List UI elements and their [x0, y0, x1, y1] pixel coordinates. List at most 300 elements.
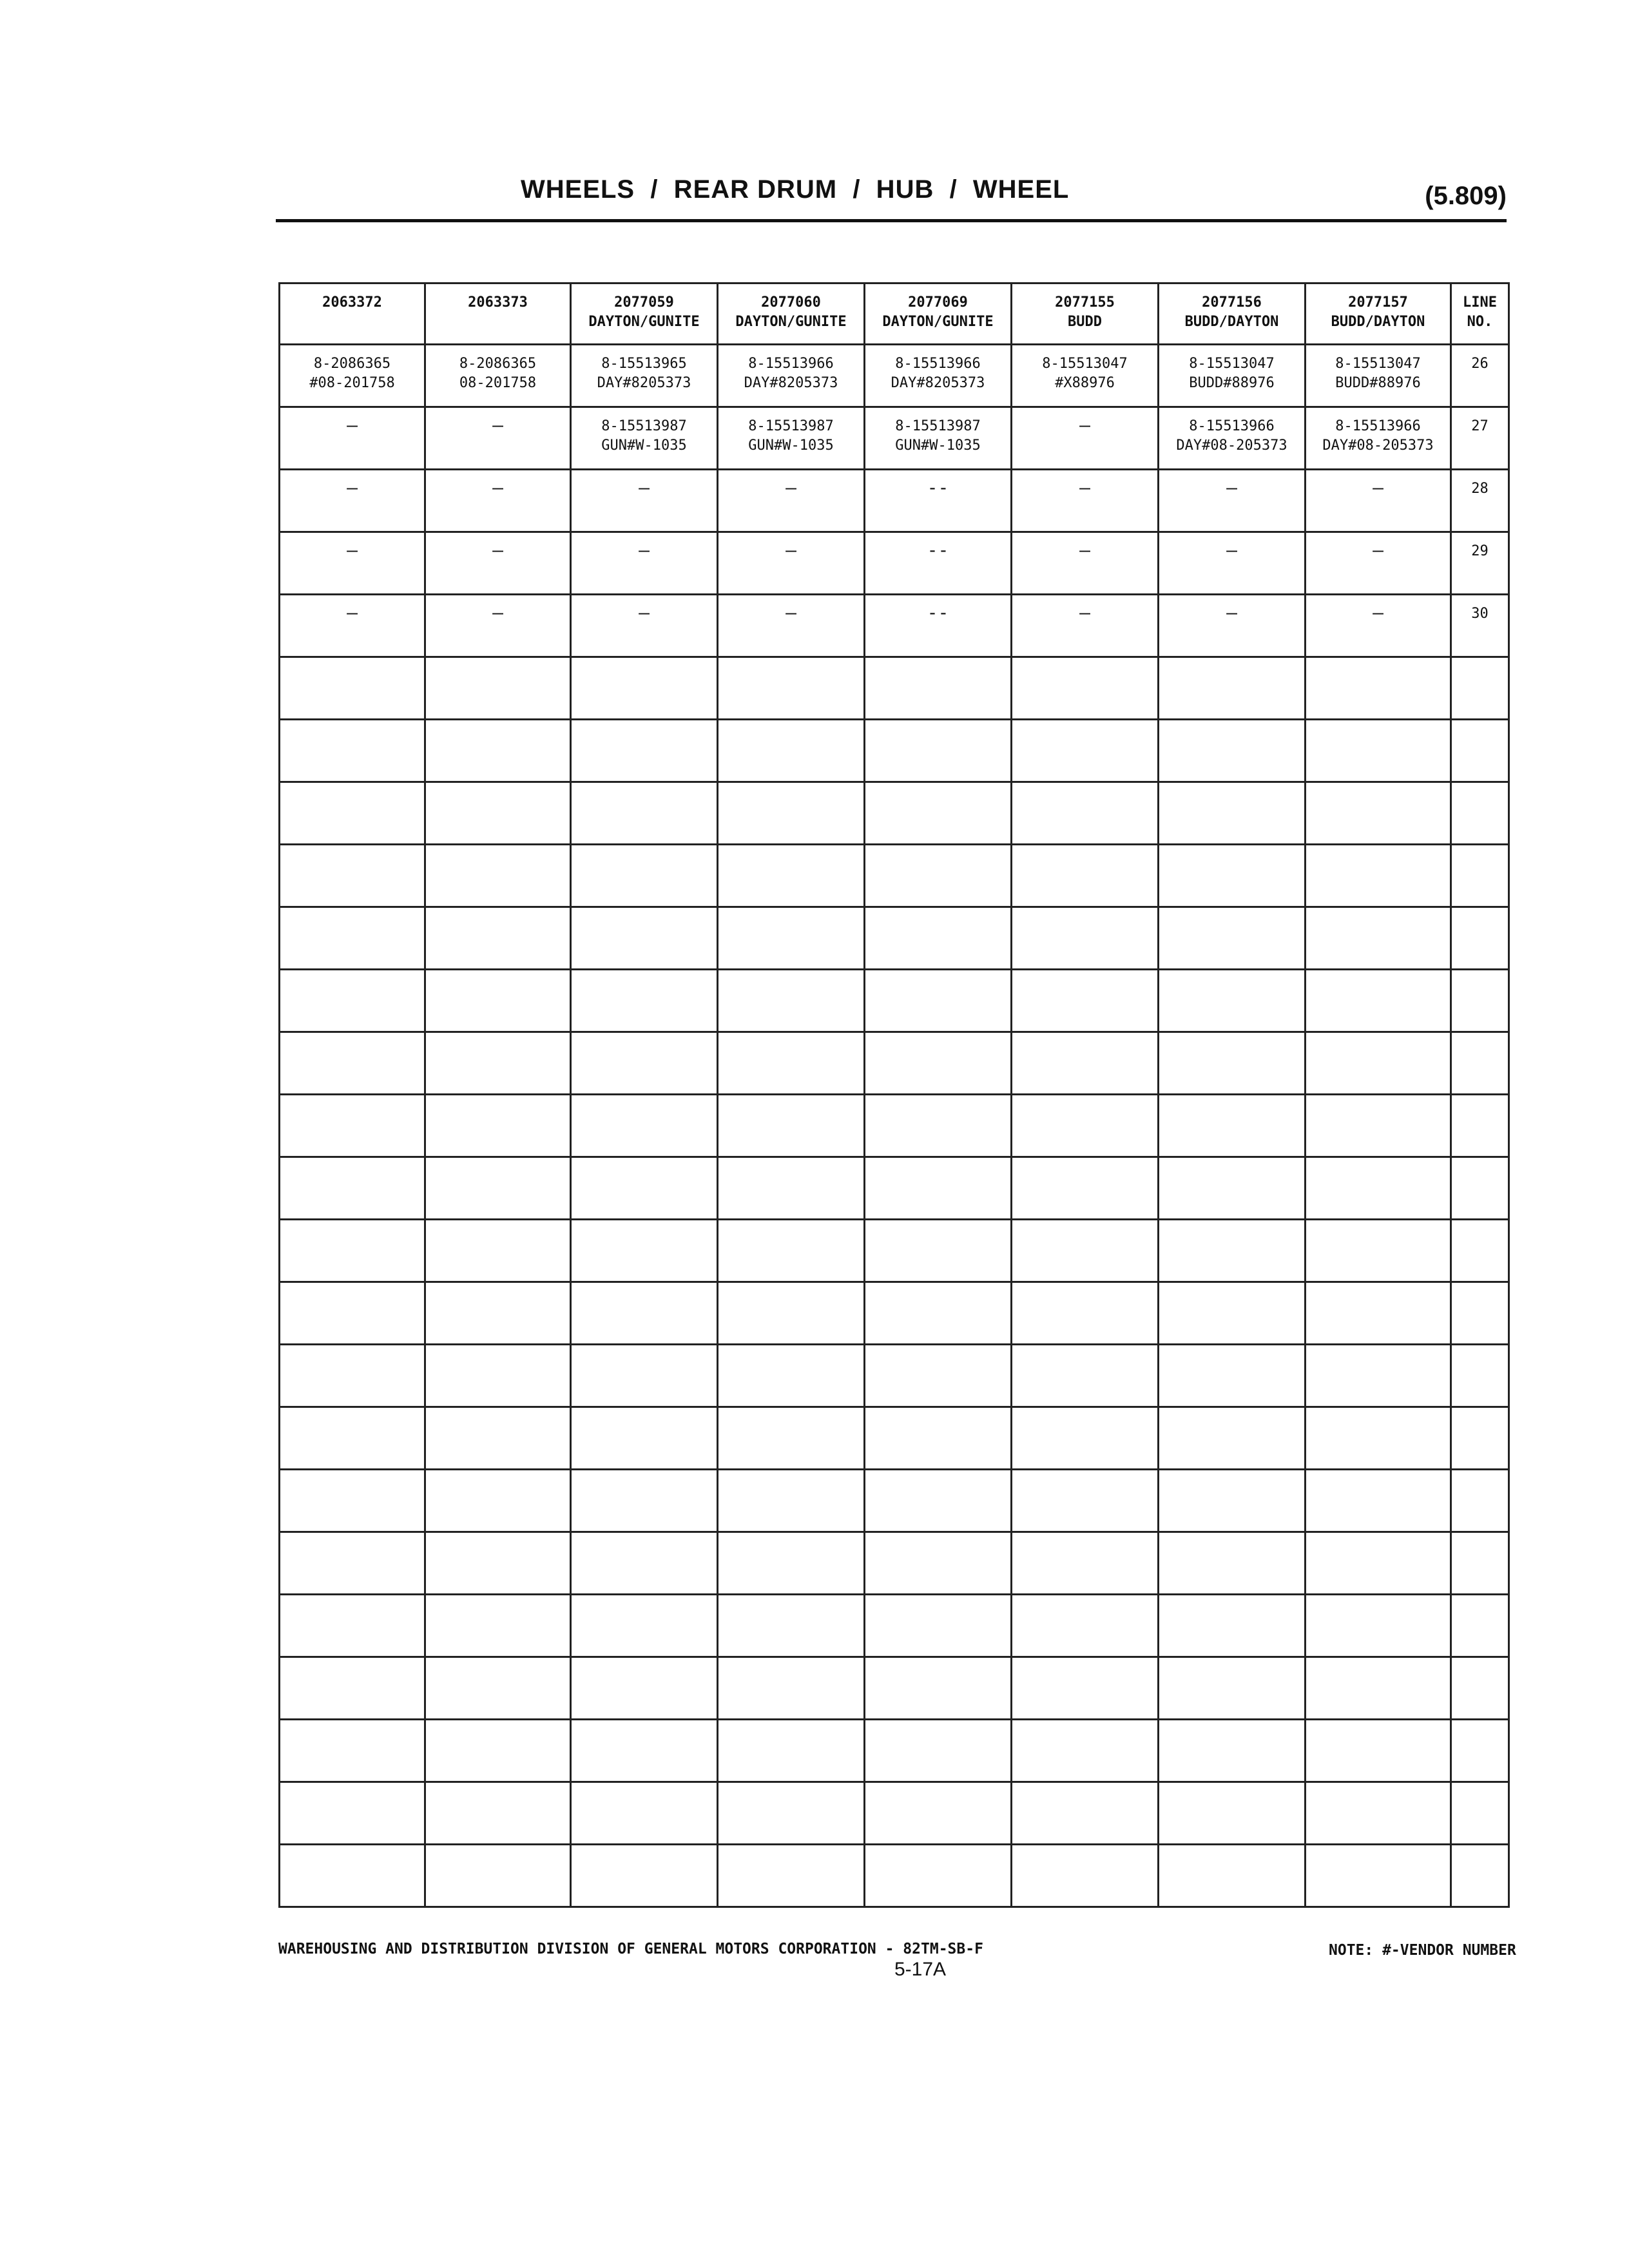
empty-cell [571, 1532, 718, 1595]
empty-table-row [280, 1157, 1509, 1220]
empty-cell [425, 1157, 571, 1220]
empty-cell [865, 1470, 1012, 1532]
empty-cell [865, 845, 1012, 907]
empty-cell [1012, 1157, 1159, 1220]
empty-cell [1159, 1657, 1306, 1720]
empty-cell [1012, 1657, 1159, 1720]
header-rule [276, 219, 1507, 222]
table-cell [1159, 595, 1306, 657]
line-number-cell [1451, 407, 1509, 470]
vendor-number: BUDD#88976 [1335, 375, 1421, 391]
column-header [1306, 284, 1451, 345]
empty-table-row [280, 907, 1509, 970]
empty-cell [280, 1407, 425, 1470]
vendor-number: DAY#08-205373 [1176, 437, 1287, 454]
table-cell [718, 595, 865, 657]
empty-cell [1306, 970, 1451, 1032]
empty-cell [1012, 657, 1159, 720]
empty-cell [718, 1282, 865, 1345]
empty-cell [571, 1657, 718, 1720]
empty-dash: -- [927, 539, 949, 561]
line-number-cell [1451, 595, 1509, 657]
column-vendor: DAYTON/GUNITE [882, 314, 994, 330]
empty-cell [1159, 1782, 1306, 1845]
empty-cell [280, 845, 425, 907]
empty-cell [280, 1845, 425, 1907]
table-cell [280, 595, 425, 657]
table-cell [1159, 345, 1306, 407]
empty-cell [1306, 720, 1451, 782]
empty-cell [1306, 1032, 1451, 1095]
table-cell [1159, 407, 1306, 470]
empty-cell [571, 1595, 718, 1657]
empty-cell [865, 1657, 1012, 1720]
part-number: 8-15513965 [601, 356, 687, 372]
empty-cell [280, 1345, 425, 1407]
table-cell [718, 345, 865, 407]
empty-table-row [280, 1282, 1509, 1345]
empty-cell [571, 1845, 718, 1907]
empty-table-row [280, 1470, 1509, 1532]
empty-cell [865, 1407, 1012, 1470]
part-number: 8-15513966 [895, 356, 981, 372]
empty-table-row [280, 1657, 1509, 1720]
footer-page-code: 5-17A [894, 1959, 947, 1980]
table-cell [425, 470, 571, 532]
empty-cell [865, 970, 1012, 1032]
column-header [865, 284, 1012, 345]
empty-cell [865, 1220, 1012, 1282]
table-cell [1012, 595, 1159, 657]
empty-table-row [280, 1595, 1509, 1657]
empty-cell [1012, 845, 1159, 907]
vendor-number: 08-201758 [459, 375, 537, 391]
empty-cell [865, 657, 1012, 720]
empty-cell [1306, 1095, 1451, 1157]
empty-dash: -- [927, 602, 949, 623]
empty-cell [1451, 657, 1509, 720]
empty-cell [1012, 1720, 1159, 1782]
empty-cell [571, 1470, 718, 1532]
part-number: 8-2086365 [459, 356, 537, 372]
vendor-number: DAY#08-205373 [1322, 437, 1434, 454]
empty-dash: — [492, 414, 503, 436]
empty-cell [425, 1657, 571, 1720]
vendor-number: DAY#8205373 [597, 375, 691, 391]
empty-cell [1012, 1782, 1159, 1845]
table-cell [425, 595, 571, 657]
empty-table-row [280, 1720, 1509, 1782]
part-number: 8-15513047 [1335, 356, 1421, 372]
empty-cell [718, 1032, 865, 1095]
empty-cell [1012, 1032, 1159, 1095]
empty-cell [865, 1532, 1012, 1595]
empty-cell [718, 1532, 865, 1595]
empty-cell [718, 907, 865, 970]
empty-cell [718, 1470, 865, 1532]
line-no-header-line1: LINE [1463, 294, 1497, 311]
empty-cell [571, 782, 718, 845]
empty-cell [718, 1845, 865, 1907]
empty-cell [1306, 907, 1451, 970]
empty-dash: — [639, 602, 650, 623]
table-cell [718, 470, 865, 532]
part-number: 8-2086365 [313, 356, 391, 372]
empty-cell [425, 1345, 571, 1407]
table-cell [1306, 470, 1451, 532]
empty-cell [718, 1157, 865, 1220]
empty-cell [1451, 1032, 1509, 1095]
empty-cell [718, 1720, 865, 1782]
empty-table-row [280, 1220, 1509, 1282]
empty-cell [865, 907, 1012, 970]
empty-cell [1012, 1595, 1159, 1657]
empty-cell [425, 1470, 571, 1532]
empty-cell [280, 1470, 425, 1532]
empty-cell [1159, 845, 1306, 907]
empty-dash: — [1373, 602, 1383, 623]
empty-cell [425, 845, 571, 907]
empty-cell [1306, 1345, 1451, 1407]
table-cell [1012, 470, 1159, 532]
table-cell [718, 407, 865, 470]
column-part-number: 2077155 [1055, 294, 1115, 311]
empty-cell [1451, 1720, 1509, 1782]
table-cell [865, 532, 1012, 595]
empty-cell [425, 1095, 571, 1157]
table-cell [425, 345, 571, 407]
empty-cell [425, 720, 571, 782]
empty-cell [1012, 907, 1159, 970]
column-part-number: 2063373 [468, 294, 528, 311]
empty-cell [1012, 720, 1159, 782]
column-header [280, 284, 425, 345]
empty-cell [718, 845, 865, 907]
empty-cell [425, 970, 571, 1032]
empty-cell [571, 970, 718, 1032]
table-cell [425, 532, 571, 595]
empty-cell [425, 1720, 571, 1782]
empty-cell [280, 1095, 425, 1157]
empty-cell [425, 657, 571, 720]
part-number: 8-15513966 [1335, 418, 1421, 434]
empty-table-row [280, 845, 1509, 907]
empty-cell [718, 1595, 865, 1657]
table-row [280, 345, 1509, 407]
empty-cell [1451, 1220, 1509, 1282]
empty-cell [280, 1532, 425, 1595]
empty-cell [1306, 1720, 1451, 1782]
empty-table-row [280, 1032, 1509, 1095]
empty-cell [718, 1095, 865, 1157]
empty-cell [1451, 1595, 1509, 1657]
vendor-number: #X88976 [1055, 375, 1115, 391]
column-part-number: 2077060 [761, 294, 821, 311]
empty-dash: — [1226, 539, 1237, 561]
empty-cell [280, 782, 425, 845]
empty-cell [1306, 845, 1451, 907]
empty-dash: — [492, 602, 503, 623]
empty-dash: — [1226, 602, 1237, 623]
vendor-number: GUN#W-1035 [601, 437, 687, 454]
empty-cell [571, 657, 718, 720]
empty-dash: — [1079, 414, 1090, 436]
empty-cell [1451, 1157, 1509, 1220]
empty-cell [280, 970, 425, 1032]
empty-table-row [280, 657, 1509, 720]
empty-cell [865, 1282, 1012, 1345]
table-cell [280, 532, 425, 595]
empty-cell [1159, 657, 1306, 720]
table-cell [1306, 532, 1451, 595]
empty-cell [1159, 1407, 1306, 1470]
empty-cell [280, 907, 425, 970]
empty-cell [1159, 1532, 1306, 1595]
empty-cell [571, 1095, 718, 1157]
empty-cell [1451, 1532, 1509, 1595]
empty-table-row [280, 1095, 1509, 1157]
empty-cell [865, 782, 1012, 845]
line-number: 28 [1471, 481, 1489, 497]
part-number: 8-15513987 [895, 418, 981, 434]
empty-cell [865, 1845, 1012, 1907]
empty-cell [571, 845, 718, 907]
column-part-number: 2077069 [908, 294, 968, 311]
footer-note: NOTE: #-VENDOR NUMBER [1329, 1942, 1516, 1959]
column-header [1159, 284, 1306, 345]
column-part-number: 2063372 [322, 294, 382, 311]
empty-table-row [280, 1345, 1509, 1407]
table-cell [1012, 532, 1159, 595]
empty-cell [1306, 1782, 1451, 1845]
table-cell [865, 595, 1012, 657]
empty-cell [1306, 1845, 1451, 1907]
empty-dash: — [1079, 477, 1090, 498]
table-cell [1306, 345, 1451, 407]
empty-cell [1012, 1220, 1159, 1282]
vendor-number: GUN#W-1035 [748, 437, 834, 454]
table-row [280, 407, 1509, 470]
line-number: 26 [1471, 356, 1489, 372]
empty-cell [280, 1282, 425, 1345]
part-number: 8-15513987 [601, 418, 687, 434]
empty-cell [280, 1220, 425, 1282]
empty-cell [1012, 1532, 1159, 1595]
table-header-row [280, 284, 1509, 345]
column-part-number: 2077156 [1202, 294, 1262, 311]
table-cell [280, 470, 425, 532]
empty-cell [280, 657, 425, 720]
column-vendor: BUDD/DAYTON [1184, 314, 1279, 330]
column-vendor: BUDD/DAYTON [1331, 314, 1425, 330]
empty-cell [1451, 782, 1509, 845]
part-number: 8-15513047 [1189, 356, 1275, 372]
empty-dash: — [347, 539, 358, 561]
part-number: 8-15513987 [748, 418, 834, 434]
empty-cell [1306, 1657, 1451, 1720]
empty-cell [1451, 970, 1509, 1032]
empty-dash: — [492, 539, 503, 561]
table-cell [1159, 532, 1306, 595]
empty-dash: — [1226, 477, 1237, 498]
empty-cell [280, 1157, 425, 1220]
empty-dash: — [1373, 477, 1383, 498]
empty-cell [425, 1032, 571, 1095]
empty-cell [718, 1407, 865, 1470]
column-part-number: 2077059 [614, 294, 674, 311]
empty-cell [718, 1345, 865, 1407]
empty-dash: — [639, 477, 650, 498]
empty-cell [1451, 1407, 1509, 1470]
table-cell [1306, 407, 1451, 470]
empty-cell [1451, 1345, 1509, 1407]
line-number-cell [1451, 470, 1509, 532]
empty-dash: — [1079, 539, 1090, 561]
empty-cell [1159, 1470, 1306, 1532]
empty-dash: — [492, 477, 503, 498]
empty-cell [718, 970, 865, 1032]
empty-cell [1451, 845, 1509, 907]
empty-cell [718, 782, 865, 845]
empty-cell [571, 907, 718, 970]
empty-dash: — [1079, 602, 1090, 623]
empty-cell [571, 1282, 718, 1345]
empty-cell [571, 1782, 718, 1845]
line-number-cell [1451, 345, 1509, 407]
empty-cell [1159, 782, 1306, 845]
empty-cell [1159, 970, 1306, 1032]
empty-cell [1012, 1407, 1159, 1470]
empty-cell [571, 720, 718, 782]
empty-cell [1306, 1532, 1451, 1595]
parts-table [278, 282, 1510, 1908]
empty-cell [1159, 1845, 1306, 1907]
table-row [280, 595, 1509, 657]
empty-cell [1012, 1470, 1159, 1532]
empty-cell [280, 720, 425, 782]
empty-cell [718, 1657, 865, 1720]
line-number: 30 [1471, 606, 1489, 622]
empty-dash: — [786, 602, 796, 623]
column-vendor: DAYTON/GUNITE [735, 314, 847, 330]
empty-cell [1306, 1282, 1451, 1345]
vendor-number: #08-201758 [309, 375, 395, 391]
empty-cell [1451, 1845, 1509, 1907]
column-part-number: 2077157 [1348, 294, 1408, 311]
empty-table-row [280, 782, 1509, 845]
empty-cell [718, 657, 865, 720]
empty-cell [1306, 1220, 1451, 1282]
empty-table-row [280, 1845, 1509, 1907]
table-cell [571, 595, 718, 657]
empty-cell [865, 1345, 1012, 1407]
empty-cell [425, 1407, 571, 1470]
empty-cell [865, 1157, 1012, 1220]
table-cell [425, 407, 571, 470]
empty-cell [718, 1782, 865, 1845]
empty-cell [1451, 720, 1509, 782]
line-no-header-line2: NO. [1467, 314, 1493, 330]
vendor-number: DAY#8205373 [891, 375, 985, 391]
part-number: 8-15513047 [1042, 356, 1128, 372]
empty-cell [865, 720, 1012, 782]
page-title: WHEELS / REAR DRUM / HUB / WHEEL [521, 175, 1070, 204]
empty-dash: — [347, 477, 358, 498]
table-cell [1306, 595, 1451, 657]
empty-cell [425, 1282, 571, 1345]
empty-cell [571, 1407, 718, 1470]
empty-cell [1012, 970, 1159, 1032]
column-header [1012, 284, 1159, 345]
table-cell [571, 532, 718, 595]
empty-cell [1306, 657, 1451, 720]
section-number: (5.809) [1425, 182, 1507, 210]
empty-dash: — [786, 477, 796, 498]
empty-cell [1012, 1282, 1159, 1345]
column-vendor: BUDD [1068, 314, 1102, 330]
empty-cell [1306, 1595, 1451, 1657]
part-number: 8-15513966 [1189, 418, 1275, 434]
footer-division: WAREHOUSING AND DISTRIBUTION DIVISION OF GENERAL MOTORS CORPORATION - 82TM-SB-F [278, 1941, 983, 1957]
empty-cell [1451, 1470, 1509, 1532]
empty-cell [865, 1095, 1012, 1157]
empty-dash: — [347, 602, 358, 623]
empty-cell [1159, 1595, 1306, 1657]
empty-cell [425, 782, 571, 845]
empty-cell [571, 1220, 718, 1282]
empty-cell [1159, 907, 1306, 970]
empty-cell [571, 1720, 718, 1782]
empty-cell [571, 1032, 718, 1095]
empty-cell [425, 1845, 571, 1907]
empty-table-row [280, 1532, 1509, 1595]
empty-cell [280, 1720, 425, 1782]
empty-table-row [280, 970, 1509, 1032]
empty-cell [1306, 782, 1451, 845]
empty-cell [865, 1782, 1012, 1845]
empty-cell [1451, 1657, 1509, 1720]
empty-table-row [280, 1407, 1509, 1470]
empty-dash: -- [927, 477, 949, 498]
empty-dash: — [639, 539, 650, 561]
empty-cell [425, 1782, 571, 1845]
table-cell [280, 407, 425, 470]
line-no-header [1451, 284, 1509, 345]
empty-cell [1012, 1095, 1159, 1157]
table-cell [865, 345, 1012, 407]
empty-cell [1306, 1407, 1451, 1470]
empty-cell [1159, 1032, 1306, 1095]
empty-cell [1451, 1282, 1509, 1345]
empty-cell [1451, 907, 1509, 970]
empty-cell [571, 1157, 718, 1220]
vendor-number: BUDD#88976 [1189, 375, 1275, 391]
table-cell [571, 345, 718, 407]
table-row [280, 470, 1509, 532]
empty-cell [425, 907, 571, 970]
column-header [571, 284, 718, 345]
empty-dash: — [786, 539, 796, 561]
empty-cell [1451, 1095, 1509, 1157]
empty-cell [1159, 720, 1306, 782]
empty-cell [718, 720, 865, 782]
empty-cell [280, 1782, 425, 1845]
column-header [718, 284, 865, 345]
empty-cell [1012, 1345, 1159, 1407]
empty-cell [865, 1720, 1012, 1782]
vendor-number: GUN#W-1035 [895, 437, 981, 454]
table-cell [571, 470, 718, 532]
